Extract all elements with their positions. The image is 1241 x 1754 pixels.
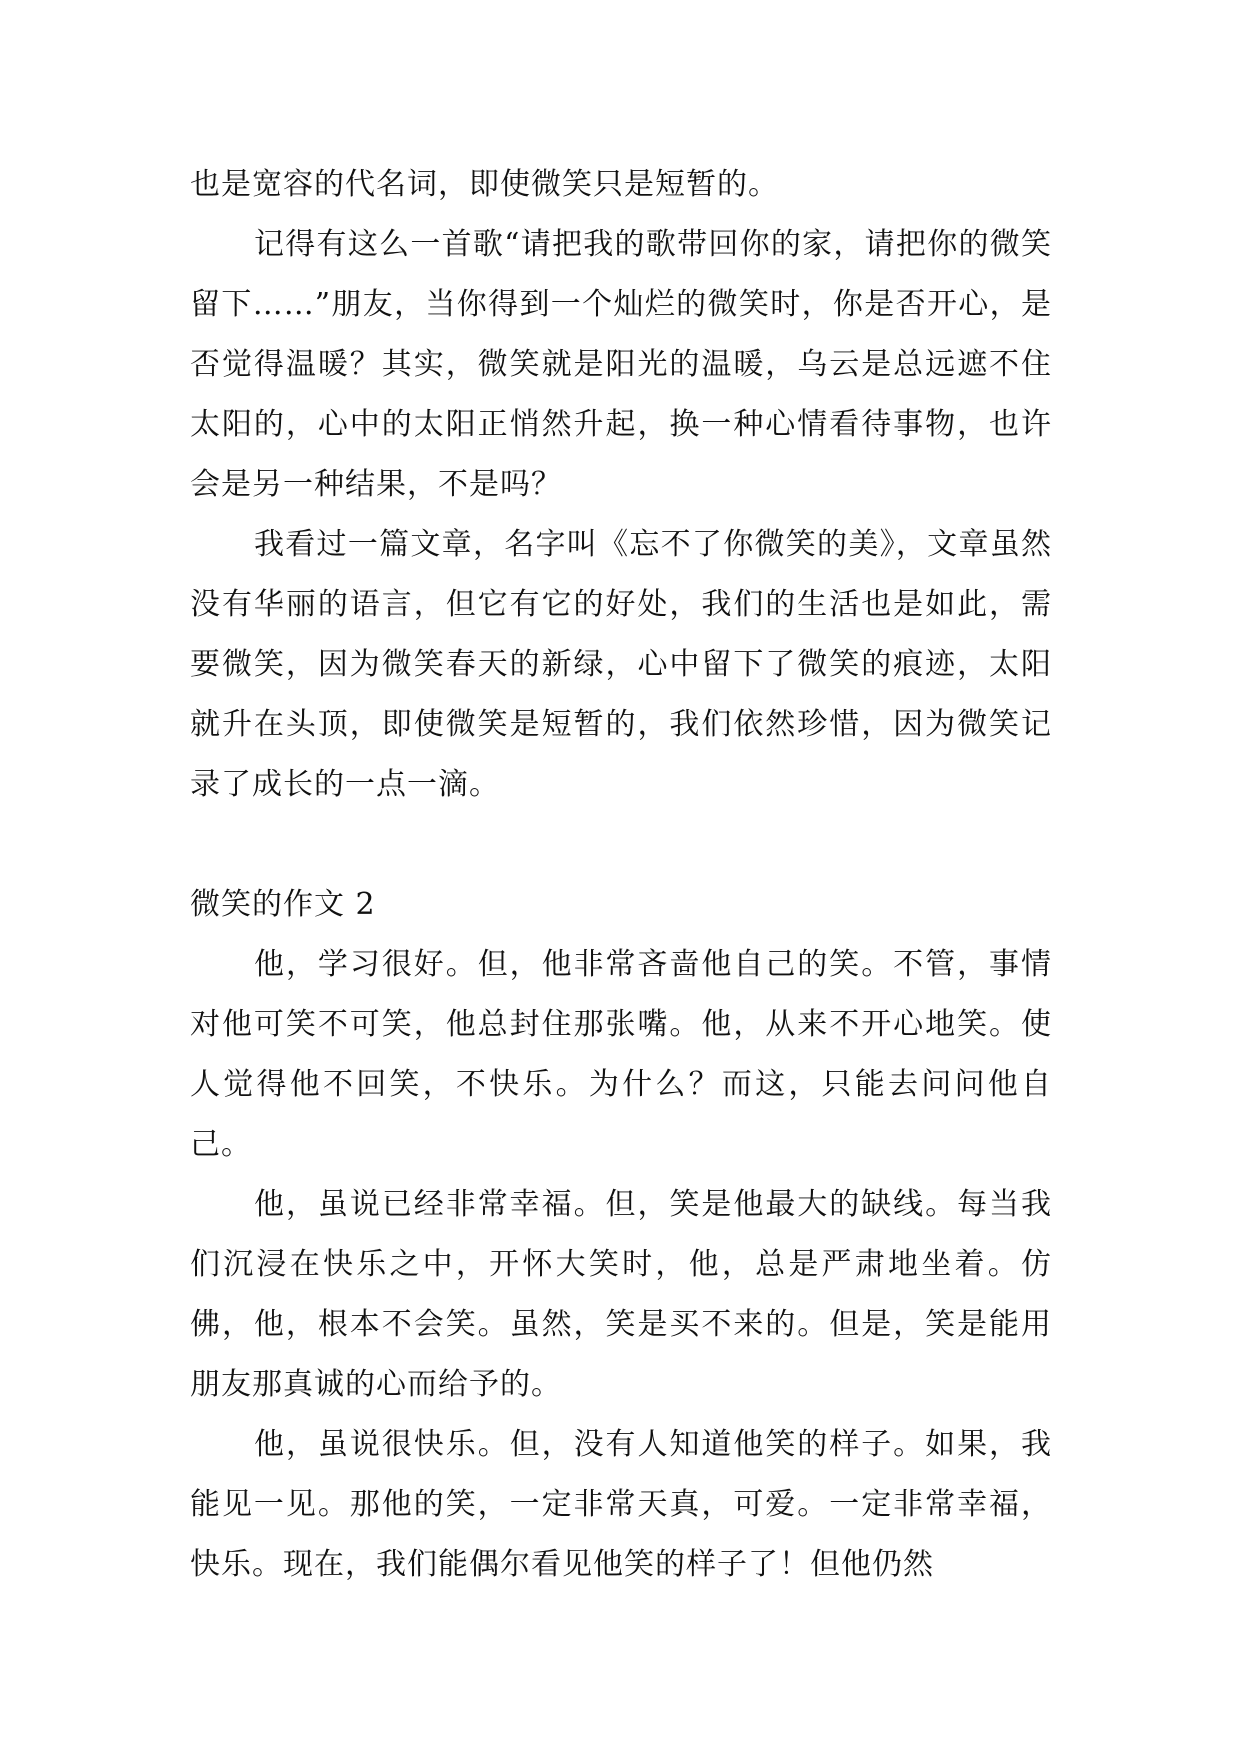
paragraph-article: 我看过一篇文章，名字叫《忘不了你微笑的美》，文章虽然没有华丽的语言，但它有它的好处，我们的生活也是如此，需要微笑，因为微笑春天的新绿，心中留下了微笑的痕迹，太阳就升在头顶，即使微笑是短暂的，我们依然珍惜，因为微笑记录了成长的一点一滴。 [190,527,1052,802]
section-title: 微笑的作文 2 [190,887,376,922]
section-spacer [190,815,1052,875]
paragraph-happiness: 他，虽说已经非常幸福。但，笑是他最大的缺线。每当我们沉浸在快乐之中，开怀大笑时，他，总是严肃地坐着。仿佛，他，根本不会笑。虽然，笑是买不来的。但是，笑是能用朋友那真诚的心而给予的。 [190,1187,1052,1402]
paragraph-study: 他，学习很好。但，他非常吝啬他自己的笑。不管，事情对他可笑不可笑，他总封住那张嘴。他，从来不开心地笑。使人觉得他不回笑，不快乐。为什么？而这，只能去问问他自己。 [190,947,1052,1162]
document-body [190,155,1052,1595]
paragraph-smile: 他，虽说很快乐。但，没有人知道他笑的样子。如果，我能见一见。那他的笑，一定非常天真，可爱。一定非常幸福，快乐。现在，我们能偶尔看见他笑的样子了！但他仍然 [190,1427,1052,1582]
paragraph-continuation: 也是宽容的代名词，即使微笑只是短暂的。 [190,167,779,202]
paragraph-song: 记得有这么一首歌“请把我的歌带回你的家，请把你的微笑留下……”朋友，当你得到一个灿烂的微笑时，你是否开心，是否觉得温暖？其实，微笑就是阳光的温暖，乌云是总远遮不住太阳的，心中的太阳正悄然升起，换一种心情看待事物，也许会是另一种结果，不是吗？ [190,227,1052,502]
